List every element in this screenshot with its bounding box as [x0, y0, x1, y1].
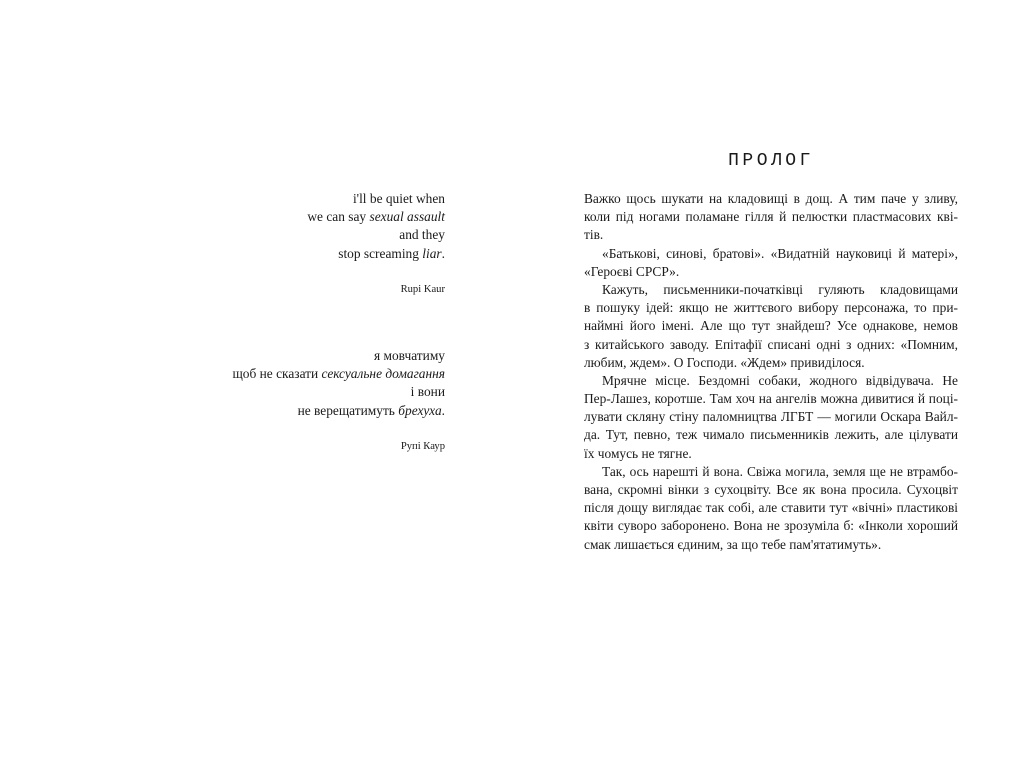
text-line: лувати скляну стіну паломництва ЛГБТ — могили Оскара Вайл-	[584, 409, 958, 425]
prologue-text	[584, 190, 958, 554]
text-line: наймні його імені. Але що тут знайдеш? Усе однакове, немов	[584, 318, 958, 334]
text-line: коли під ногами поламане гілля й пелюстки пластмасових кві-	[584, 209, 958, 225]
text-line: тів.	[584, 227, 604, 243]
poem-line: не верещатимуть брехуха.	[297, 402, 445, 418]
poem-line: we can say sexual assault	[307, 209, 445, 225]
chapter-title: ПРОЛОГ	[728, 151, 814, 171]
poem-line: i'll be quiet when	[352, 191, 445, 206]
text-line: Важко щось шукати на кладовищі в дощ. А тим паче у зливу,	[584, 191, 958, 206]
epigraph-author: Rupi Kaur	[400, 283, 445, 295]
text-line: смак лишається єдиним, за що тебе пам'ятатимуть».	[584, 536, 882, 552]
text-line: «Героєві СРСР».	[584, 263, 680, 279]
text-line: «Батькові, синові, братові». «Видатній науковиці й матері»,	[602, 245, 958, 261]
poem-line: і вони	[410, 384, 445, 400]
text-line: Пер-Лашез, коротше. Там хоч на ангелів можна дивитися й поці-	[584, 391, 958, 407]
text-line: їх чомусь не тягне.	[584, 445, 692, 461]
poem-line: я мовчатиму	[373, 348, 445, 363]
text-line: любим, ждем». О Господи. «Ждем» привиділося.	[584, 354, 865, 370]
text-line: Так, ось нарешті й вона. Свіжа могила, земля ще не втрамбо-	[602, 463, 958, 479]
poem-line: щоб не сказати сексуальне домагання	[232, 366, 445, 382]
epigraph-ukrainian	[145, 347, 445, 454]
text-line: після дощу виглядає так собі, але ставити тут «вічні» пластикові	[584, 500, 958, 516]
text-line: вана, скромні вінки з сухоцвіту. Все як вона просила. Сухоцвіт	[584, 482, 958, 497]
text-line: Кажуть, письменники-початківці гуляють кладовищами	[602, 281, 958, 297]
text-line: в пошуку ідей: якщо не життєвого вибору персонажа, то при-	[584, 300, 958, 316]
poem-line: stop screaming liar.	[338, 245, 445, 261]
text-line: з китайського заводу. Епітафії списані одні з одних: «Помним,	[584, 336, 958, 352]
poem-line: and they	[399, 227, 445, 243]
epigraph-author: Рупі Каур	[400, 440, 445, 452]
text-line: квіти суворо заборонено. Вона не зрозуміла б: «Інколи хороший	[584, 518, 958, 534]
text-line: Мрячне місце. Бездомні собаки, жодного відвідувача. Не	[602, 372, 958, 388]
epigraph-english	[145, 190, 445, 297]
text-line: да. Тут, певно, теж чимало письменників лежить, але цілувати	[584, 427, 958, 443]
